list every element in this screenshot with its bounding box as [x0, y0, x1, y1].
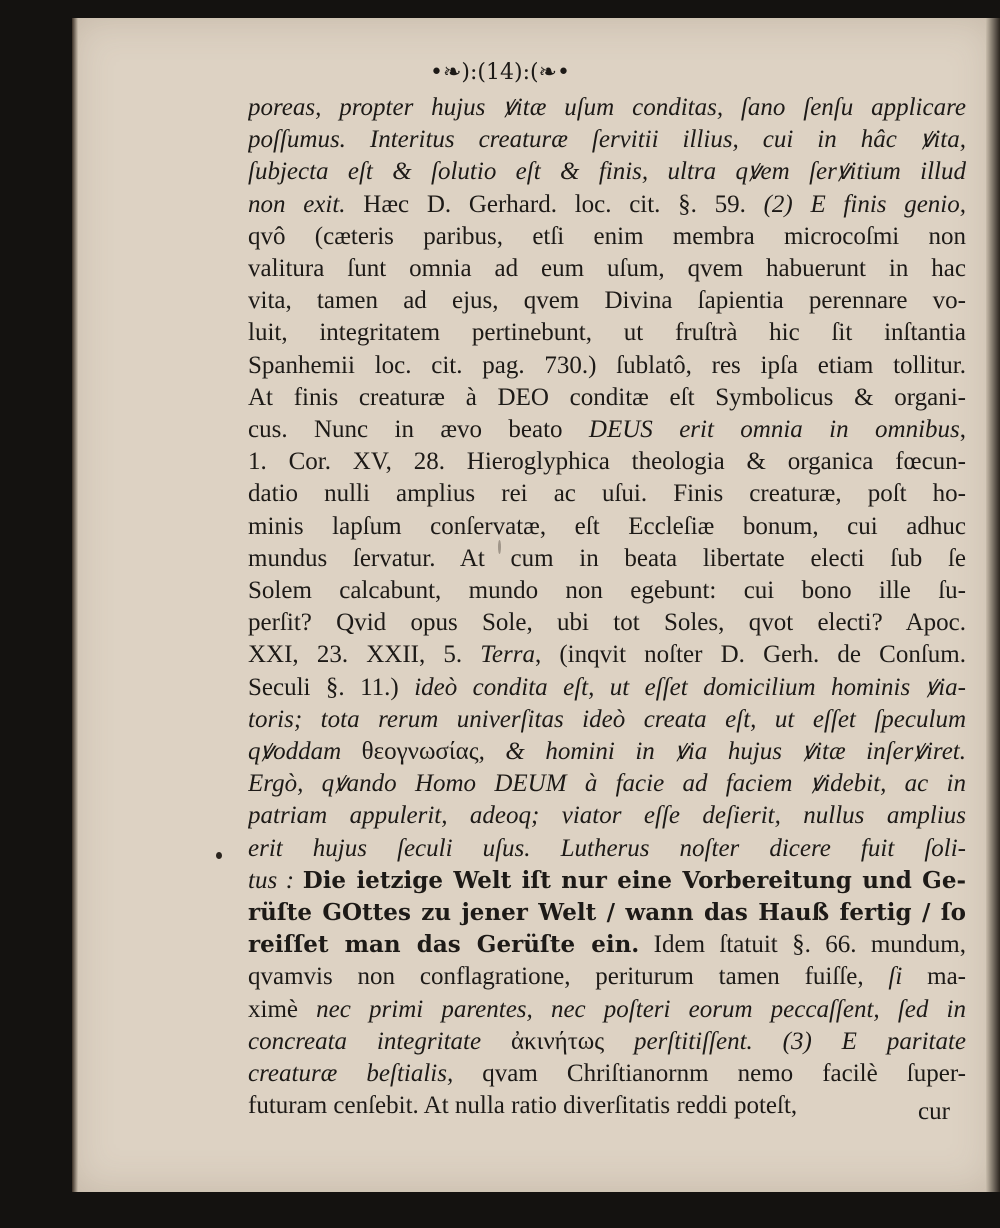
text-segment: tus : — [248, 866, 303, 894]
text-segment: Hæc D. Gerhard. loc. cit. §. 59. — [345, 190, 764, 218]
text-line — [248, 897, 966, 929]
text-line — [248, 478, 966, 510]
text-segment: mundus ſervatur. At cum in beata libertate electi ſub ſe — [248, 544, 966, 572]
text-line — [248, 929, 966, 961]
text-line — [248, 768, 966, 800]
text-segment: patriam appulerit, adeoq; viator eſſe deſierit, nullus amplius — [248, 802, 966, 830]
text-segment: luit, integritatem pertinebunt, ut fruſtrà hic ſit inſtantia — [248, 319, 966, 347]
text-segment: ſi — [888, 963, 903, 991]
text-segment: Seculi §. 11.) — [248, 673, 415, 701]
text-segment: ideò condita eſt, ut eſſet domicilium hominis ꝟia- — [414, 673, 966, 701]
text-segment: ſubjecta eſt & ſolutio eſt & finis, ultra qꝟem ſerꝟitium illud — [248, 158, 966, 186]
text-line — [248, 961, 966, 993]
text-line — [248, 736, 966, 768]
text-segment: perſtitiſſent. (3) E paritate — [604, 1027, 966, 1055]
text-segment: θεογνωσίας — [361, 738, 479, 766]
text-segment: toris; tota rerum univerſitas ideò creata eſt, ut eſſet ſpeculum — [248, 705, 966, 733]
text-segment: Ergò, qꝟando Homo DEUM à facie ad faciem ꝟidebit, ac in — [248, 770, 966, 798]
page-gutter-shadow — [72, 18, 78, 1192]
text-segment: ἀκινήτως — [510, 1027, 605, 1055]
text-segment: ximè — [248, 995, 317, 1023]
text-line — [248, 1026, 966, 1058]
text-segment: concreata integritate — [248, 1027, 511, 1055]
text-segment: nec primi parentes, nec poſteri eorum peccaſſent, ſed in — [316, 995, 966, 1023]
text-segment: perſit? Qvid opus Sole, ubi tot Soles, qvot electi? Apoc. — [248, 609, 966, 637]
page-edge — [986, 18, 1000, 1192]
text-line — [248, 124, 966, 156]
text-segment: valitura ſunt omnia ad eum uſum, qvem habuerunt in hac — [248, 255, 966, 283]
text-segment: Die ietzige Welt iſt nur eine Vorbereitung und Ge- — [302, 866, 966, 894]
text-line — [248, 607, 966, 639]
text-segment: Idem ſtatuit §. 66. mundum, — [639, 931, 966, 959]
text-segment: vita, tamen ad ejus, qvem Divina ſapientia perennare vo- — [248, 287, 966, 315]
ink-speck — [216, 852, 222, 859]
text-segment: non exit. — [248, 190, 346, 218]
text-segment: reiſſet man das Gerüſte ein. — [248, 931, 640, 959]
text-line — [248, 511, 966, 543]
text-segment: ma- — [902, 963, 966, 991]
text-line — [248, 994, 966, 1026]
text-segment: 1. Cor. XV, 28. Hieroglyphica theologia & organica fœcun- — [248, 448, 966, 476]
text-line — [248, 446, 966, 478]
text-line — [248, 543, 966, 575]
text-line — [248, 575, 966, 607]
text-segment: minis lapſum conſervatæ, eſt Eccleſiæ bonum, cui adhuc — [248, 512, 966, 540]
text-line — [248, 704, 966, 736]
text-line — [248, 639, 966, 671]
text-segment: poſſumus. Interitus creaturæ ſervitii illius, cui in hâc ꝟita, — [248, 126, 966, 154]
text-segment: qvô (cæteris paribus, etſi enim membra microcoſmi non — [248, 222, 966, 250]
text-segment: qvam Chriſtianornm nemo facilè ſuper- — [453, 1060, 966, 1088]
text-segment: , — [959, 416, 966, 444]
text-segment: , (inqvit noſter D. Gerh. de Conſum. — [534, 641, 966, 669]
text-segment: qꝟoddam — [248, 738, 362, 766]
text-line — [248, 382, 966, 414]
text-segment: XXI, 23. XXII, 5. — [248, 641, 481, 669]
text-segment: poreas, propter hujus ꝟitæ uſum conditas, ſano ſenſu applicare — [248, 94, 966, 121]
text-line — [248, 189, 966, 221]
catchword: cur — [918, 1098, 950, 1125]
text-line — [248, 672, 966, 704]
text-segment: futuram cenſebit. At nulla ratio diverſitatis reddi poteſt, — [248, 1092, 798, 1120]
text-segment: creaturæ beſtialis, — [248, 1060, 454, 1088]
text-segment: , & homini in ꝟia hujus ꝟitæ inſerꝟiret. — [478, 738, 966, 766]
text-line — [248, 350, 966, 382]
text-segment: Spanhemii loc. cit. pag. 730.) ſublatô, res ipſa etiam tollitur. — [248, 351, 966, 379]
text-line — [248, 317, 966, 349]
text-segment: rüſte GOttes zu jener Welt / wann das Hauß fertig / ſo — [248, 899, 966, 927]
text-line — [248, 800, 966, 832]
text-line — [248, 156, 966, 188]
text-line — [248, 1090, 966, 1122]
text-line — [248, 833, 966, 865]
text-segment: qvamvis non conflagratione, periturum tamen fuiſſe, — [248, 963, 889, 991]
text-segment: DEUS erit omnia in omnibus — [588, 416, 960, 444]
text-segment: erit hujus ſeculi uſus. Lutherus noſter dicere fuit ſoli- — [248, 834, 966, 862]
text-segment: datio nulli amplius rei ac uſui. Finis creaturæ, poſt ho- — [248, 480, 966, 508]
body-text — [248, 92, 966, 1123]
text-segment: At finis creaturæ à DEO conditæ eſt Symbolicus & organi- — [248, 383, 966, 411]
text-line — [248, 92, 966, 124]
text-line — [248, 221, 966, 253]
text-segment: Solem calcabunt, mundo non egebunt: cui bono ille ſu- — [248, 577, 966, 605]
text-line — [248, 865, 966, 897]
text-segment: Terra — [480, 641, 535, 669]
text-line — [248, 414, 966, 446]
page-header: •❧):(14):(❧• — [430, 60, 570, 85]
text-line — [248, 1058, 966, 1090]
text-line — [248, 285, 966, 317]
text-line — [248, 253, 966, 285]
text-segment: cus. Nunc in ævo beato — [248, 416, 589, 444]
text-segment: (2) E finis genio, — [763, 190, 966, 218]
